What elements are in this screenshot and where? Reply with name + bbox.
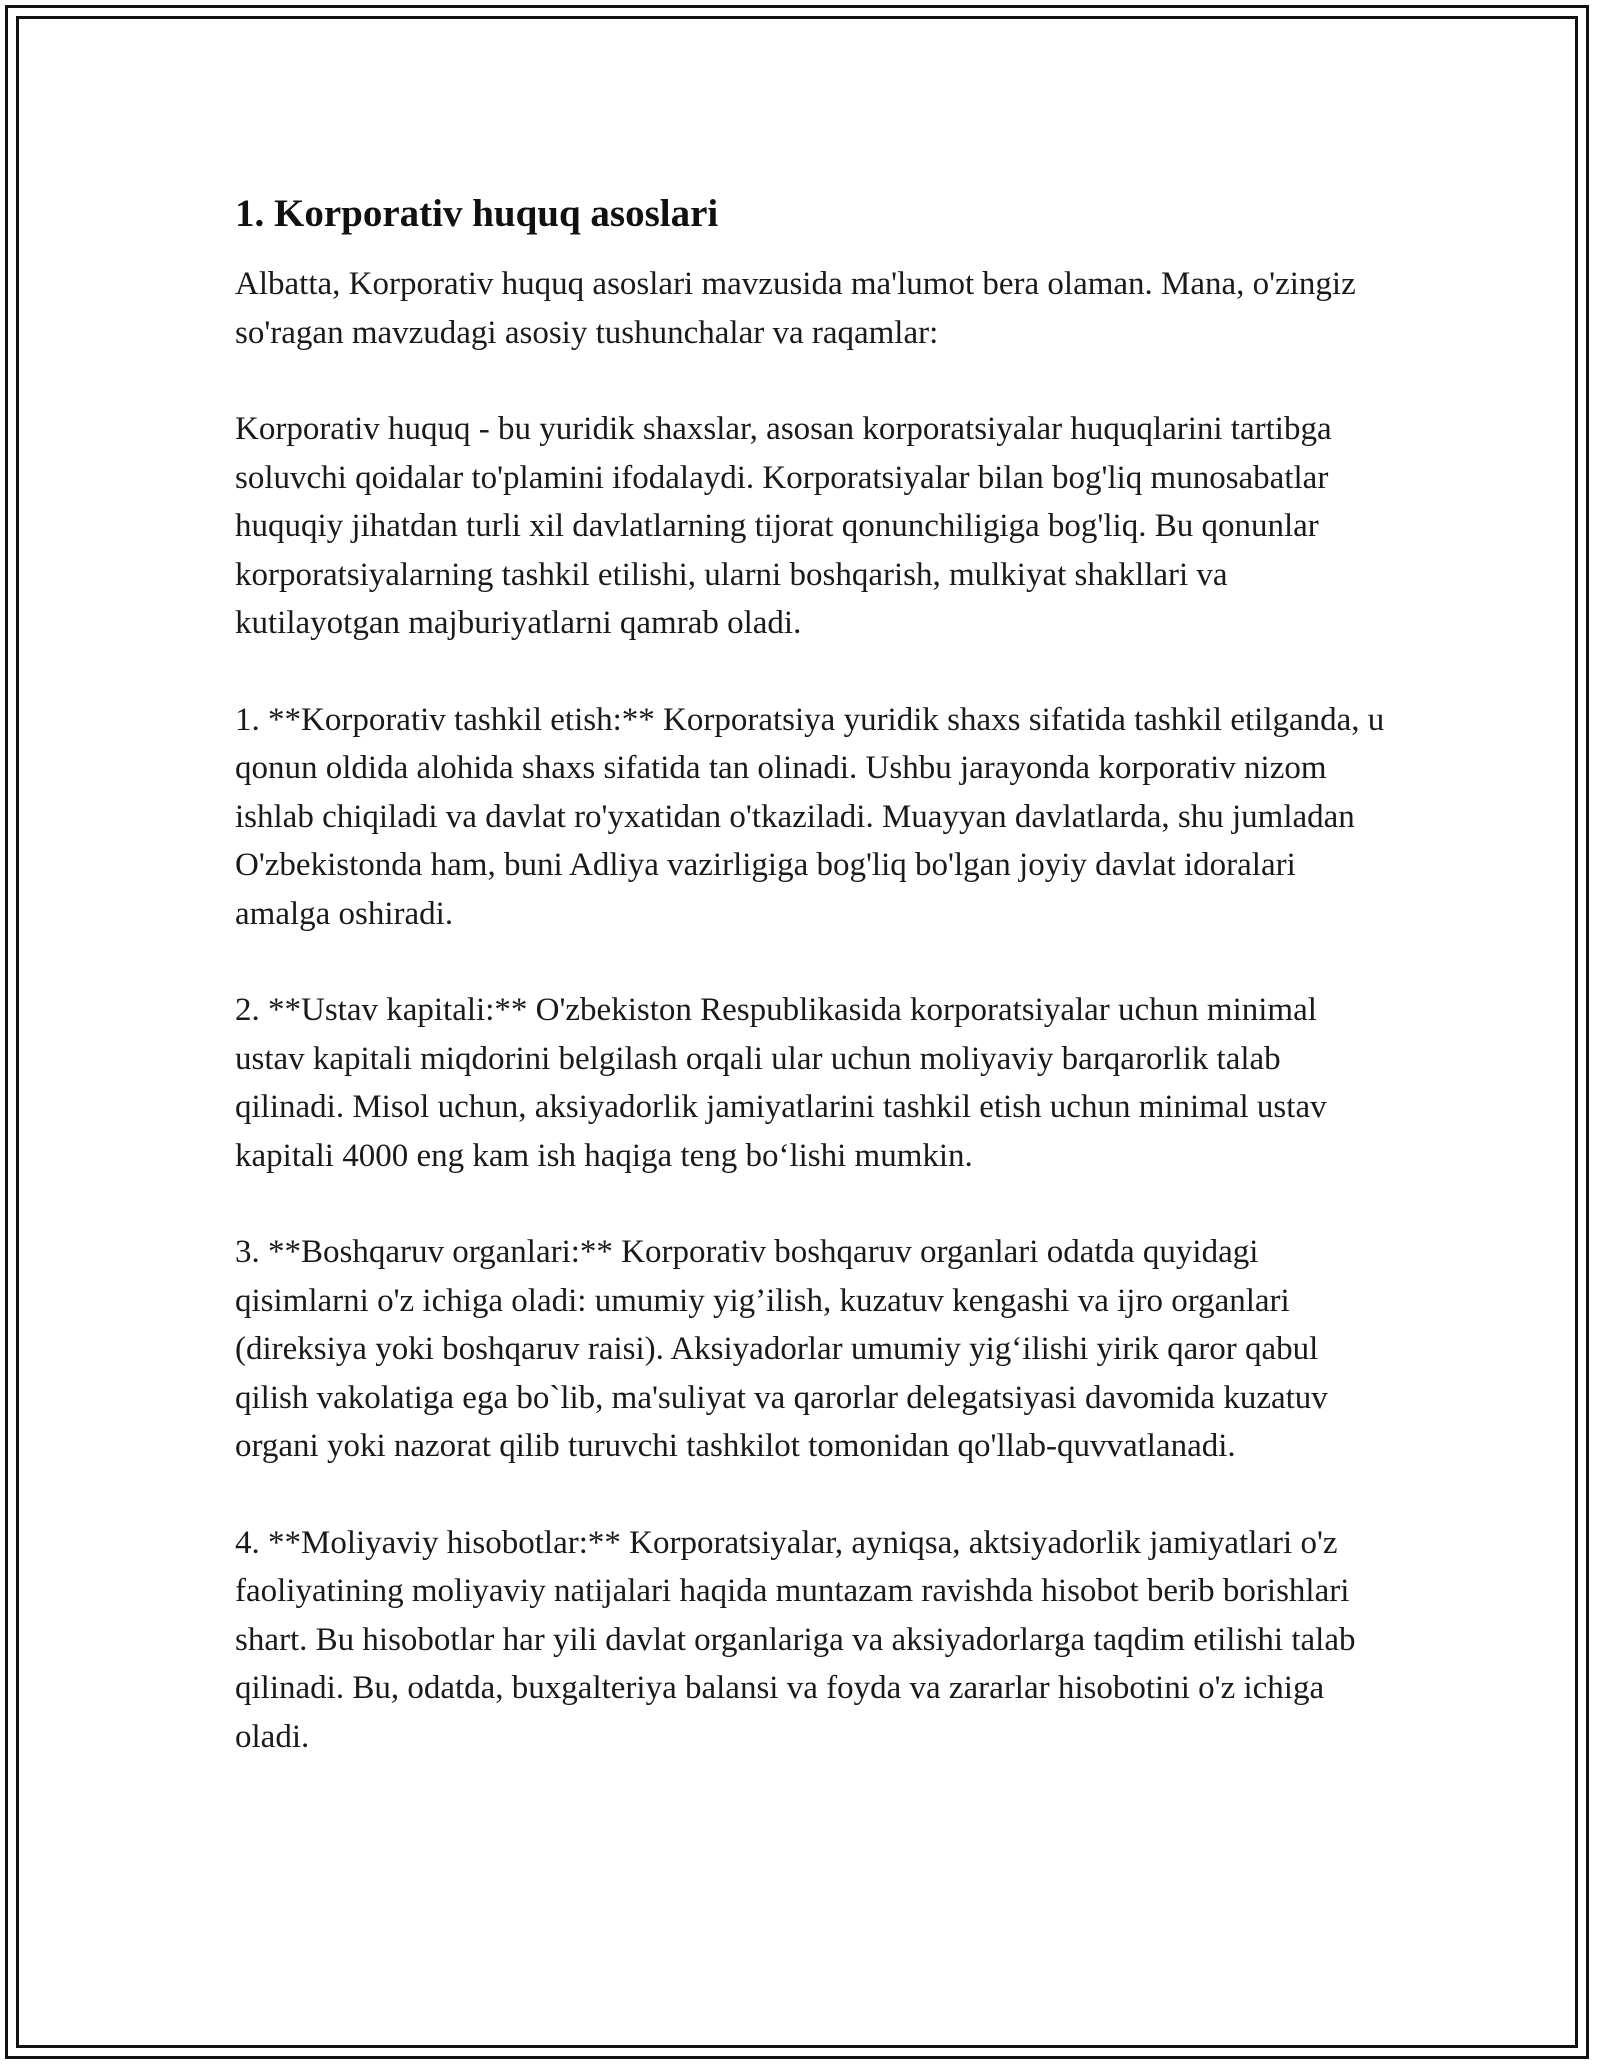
list-item-governance-bodies: 3. **Boshqaruv organlari:** Korporativ boshqaruv organlari odatda quyidagi qisimlarni o'z ichiga oladi: umumiy yig’ilish, kuzatuv kengashi va ijro organlari (direksiya yoki boshqaruv raisi). Aksiyadorlar umumiy yig‘ilishi yirik qaror qabul qilish vakolatiga ega bo`lib, ma'suliyat va qarorlar delegatsiyasi davomida kuzatuv organi yoki nazorat qilib turuvchi tashkilot tomonidan qo'llab-quvvatlanadi. (235, 1234, 1328, 1464)
list-item-financial-reports: 4. **Moliyaviy hisobotlar:** Korporatsiyalar, ayniqsa, aktsiyadorlik jamiyatlari o'z faoliyatining moliyaviy natijalari haqida muntazam ravishda hisobot berib borishlari shart. Bu hisobotlar har yili davlat organlariga va aksiyadorlarga taqdim etilishi talab qilinadi. Bu, odatda, buxgalteriya balansi va foyda va zararlar hisobotini o'z ichiga oladi. (235, 1524, 1356, 1755)
definition-paragraph: Korporativ huquq - bu yuridik shaxslar, asosan korporatsiyalar huquqlarini tartibga soluvchi qoidalar to'plamini ifodalaydi. Korporatsiyalar bilan bog'liq munosabatlar huquqiy jihatdan turli xil davlatlarning tijorat qonunchiligiga bog'liq. Bu qonunlar korporatsiyalarning tashkil etilishi, ularni boshqarish, mulkiyat shakllari va kutilayotgan majburiyatlarni qamrab oladi. (235, 411, 1332, 641)
document-title: 1. Korporativ huquq asoslari (235, 192, 719, 235)
document-body (235, 186, 1385, 1809)
list-item-corporate-formation: 1. **Korporativ tashkil etish:** Korporatsiya yuridik shaxs sifatida tashkil etilganda, u qonun oldida alohida shaxs sifatida tan olinadi. Ushbu jarayonda korporativ nizom ishlab chiqiladi va davlat ro'yxatidan o'tkaziladi. Muayyan davlatlarda, shu jumladan O'zbekistonda ham, buni Adliya vazirligiga bog'liq bo'lgan joyiy davlat idoralari amalga oshiradi. (235, 701, 1385, 932)
intro-paragraph: Albatta, Korporativ huquq asoslari mavzusida ma'lumot bera olaman. Mana, o'zingiz so'ragan mavzudagi asosiy tushunchalar va raqamlar: (235, 266, 1356, 351)
list-item-charter-capital: 2. **Ustav kapitali:** O'zbekiston Respublikasida korporatsiyalar uchun minimal ustav kapitali miqdorini belgilash orqali ular uchun moliyaviy barqarorlik talab qilinadi. Misol uchun, aksiyadorlik jamiyatlarini tashkil etish uchun minimal ustav kapitali 4000 eng kam ish haqiga teng bo‘lishi mumkin. (235, 992, 1327, 1174)
